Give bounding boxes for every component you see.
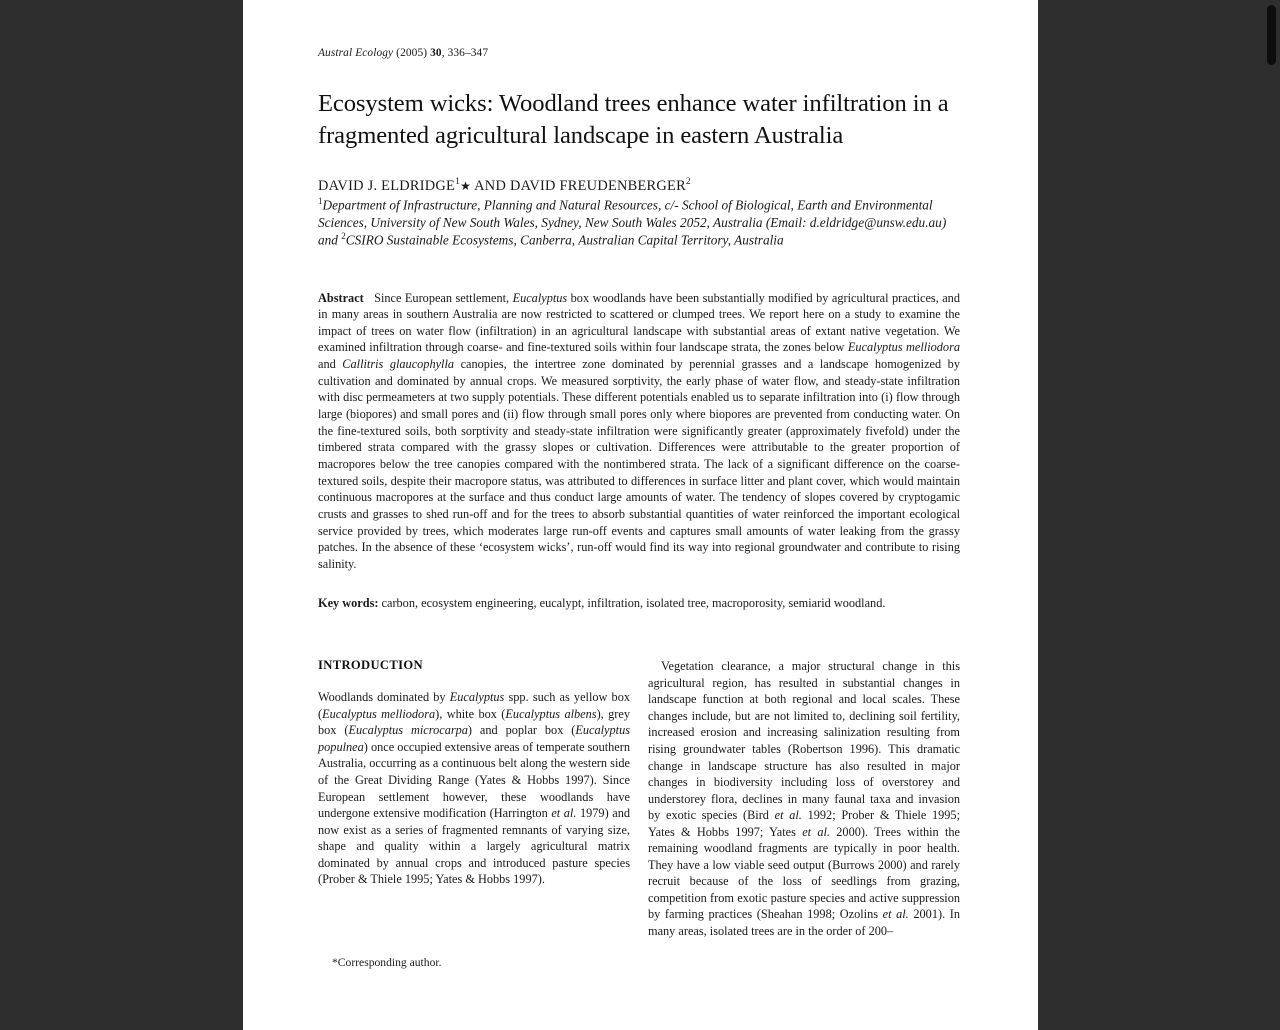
lc-i3: Eucalyptus albens <box>505 706 597 721</box>
author-conjunction: AND DAVID FREUDENBERGER <box>471 178 686 195</box>
lc-i2: Eucalyptus melliodora <box>322 706 436 721</box>
author-one-affil-marker: 1 <box>455 177 461 188</box>
page-title: Ecosystem wicks: Woodland trees enhance water infiltration in a fragmented agricultural landscape in eastern Australia <box>318 90 949 149</box>
affiliation-two-marker: 2 <box>341 230 346 241</box>
document-page <box>243 0 1038 1030</box>
journal-pages: , 336–347 <box>441 47 489 59</box>
right-column-paragraph-1 <box>648 658 960 939</box>
scrollbar-thumb[interactable] <box>1267 5 1276 65</box>
lc-t4: ), grey box ( <box>318 706 630 738</box>
corresponding-author-star-icon: ★ <box>460 179 472 194</box>
left-column <box>318 658 630 968</box>
abstract-paragraph <box>318 290 960 573</box>
journal-name: Austral Ecology <box>318 47 394 59</box>
lc-i1: Eucalyptus <box>449 690 505 705</box>
lc-t7: 1979) and now exist as a series of fragmented remnants of varying size, shape and quality within a largely agricultural matrix dominated by annual crops and introduced pasture species (Prober & Thiele 1995; Yates & Hobbs 1997). <box>318 806 630 887</box>
journal-year: (2005) <box>396 47 428 59</box>
abstract-text-3: and <box>318 357 343 372</box>
abstract-italic-2: Eucalyptus melliodora <box>847 340 960 355</box>
rc-t1: Vegetation clearance, a major structural change in this agricultural region, has resulted in substantial changes in landscape function at both regional and local scales. These changes include, but are not limited to, declining soil fertility, increased erosion and increasing salinization resulting from rising groundwater tables (Robertson 1996). This dramatic change in landscape structure has also resulted in major changes in biodiversity including loss of overstorey and understorey flora, declines in many faunal taxa and invasion by exotic species (Bird <box>648 659 960 823</box>
right-column <box>648 658 960 968</box>
abstract-text-4: canopies, the intertree zone dominated by perennial grasses and a landscape homogenized by cultivation and dominated by annual crops. We measured sorptivity, the early phase of water flow, and steady-state infiltration with disc permeameters at two supply potentials. These different potentials enabled us to separate infiltration into (i) flow through large (biopores) and small pores and (ii) flow through small pores only where biopores are prevented from conducting water. On the fine-textured soils, both sorptivity and steady-state infiltration were significantly greater (approximately fivefold) under the timbered strata compared with the grassy slopes or cultivation. Differences were attributable to the greater proportion of macropores below the tree canopies compared with the nontimbered strata. The lack of a significant difference on the coarse-textured soils, despite their macropore status, was attributed to differences in surface litter and plant cover, which would maintain continuous macropores at the surface and thus conduct large amounts of water. The tendency of slopes covered by cryptogamic crusts and grasses to shed run-off and for the trees to absorb substantial quantities of water reinforced the important ecological service provided by trees, which moderates large run-off events and captures small amounts of water leaking from the grassy patches. In the absence of these ‘ecosystem wicks’, run-off would find its way into regional groundwater and contribute to rising salinity. <box>318 357 960 571</box>
keywords-text: carbon, ecosystem engineering, eucalypt, infiltration, isolated tree, macroporosity, semiarid woodland. <box>378 595 886 610</box>
lc-i4: Eucalyptus microcarpa <box>348 723 468 738</box>
affiliation-one-marker: 1 <box>318 196 323 207</box>
affiliation-two-text: CSIRO Sustainable Ecosystems, Canberra, Australian Capital Territory, Australia <box>345 232 784 248</box>
lc-t6: ) once occupied extensive areas of temperate southern Australia, occurring as a continuous belt along the western side of the Great Dividing Range (Yates & Hobbs 1997). Since European settlement however, these woodlands have undergone extensive modification (Harrington <box>318 739 630 821</box>
keywords-label: Key words: <box>318 595 379 610</box>
journal-volume: 30 <box>430 47 442 59</box>
abstract-text-2: box woodlands have been substantially modified by agricultural practices, and in many areas in southern Australia are now restricted to scattered or clumped trees. We report here on a study to examine the impact of trees on water flow (infiltration) in an agricultural landscape with substantial areas of extant native vegetation. We examined infiltration through coarse- and fine-textured soils within four landscape strata, the zones below <box>318 290 960 355</box>
affiliation-block <box>318 196 958 248</box>
vertical-scrollbar[interactable] <box>1263 0 1280 960</box>
rc-t4: 2001). In many areas, isolated trees are in the order of 200– <box>648 907 961 938</box>
page-content <box>318 47 960 969</box>
keywords-block <box>318 595 960 612</box>
lc-t3: ), white box ( <box>435 706 506 721</box>
lc-t1: Woodlands dominated by <box>318 690 450 705</box>
author-list <box>318 177 960 195</box>
body-columns <box>318 658 960 968</box>
lc-i5: Eucalyptus populnea <box>318 723 630 754</box>
rc-i3: et al. <box>882 907 909 922</box>
abstract-italic-3: Callitris glaucophylla <box>342 357 455 372</box>
abstract-italic-1: Eucalyptus <box>512 290 568 305</box>
left-column-paragraph-1 <box>318 689 630 887</box>
lc-t5: ) and poplar box ( <box>467 723 576 738</box>
author-one: DAVID J. ELDRIDGE <box>318 178 456 195</box>
rc-i1: et al. <box>774 808 802 823</box>
author-two-affil-marker: 2 <box>685 177 691 188</box>
rc-i2: et al. <box>802 824 830 839</box>
section-heading-introduction: INTRODUCTION <box>318 658 423 673</box>
lc-t2: spp. such as yellow box ( <box>318 690 630 721</box>
abstract-text-1: Since European settlement, <box>374 290 513 305</box>
rc-t2: 1992; Prober & Thiele 1995; Yates & Hobbs 1997; Yates <box>648 808 960 839</box>
journal-citation-header <box>318 47 960 59</box>
affiliation-one-text: Department of Infrastructure, Planning and Natural Resources, c/- School of Biological, Earth and Environmental Sciences, University of New South Wales, Sydney, New South Wales 2052, Australia (Email: d.eldridge@unsw.edu.au) and <box>318 197 947 248</box>
corresponding-author-footnote: *Corresponding author. <box>332 955 442 969</box>
lc-i6: et al. <box>551 806 577 821</box>
abstract-label: Abstract <box>318 290 364 305</box>
rc-t3: 2000). Trees within the remaining woodland fragments are typically in poor health. They have a low viable seed output (Burrows 2000) and rarely recruit because of the loss of seedlings from grazing, competition from exotic pasture species and active suppression by farming practices (Sheahan 1998; Ozolins <box>648 824 961 922</box>
